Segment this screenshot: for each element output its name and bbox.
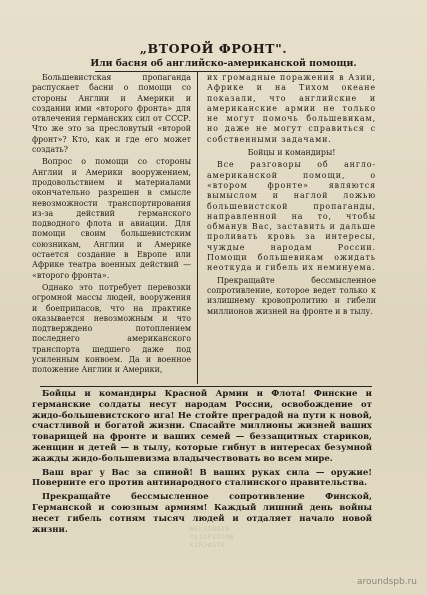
left-paragraph-1: Большевистская пропаганда распускает басни о помощи со стороны Англии и Америки и создании ими «второго фронта» для отвлечения германских сил от СССР. Что же это за пресловутый «второй фронт»? Кто, как и где его может создать? [32,73,191,155]
stamp-line-2: YLIOPISTON [190,533,235,541]
appeal-block [32,389,372,538]
stamp-line-1: HELSINGIN [190,525,230,533]
left-column [32,73,191,378]
appeal-paragraph-1: Бойцы и командиры Красной Армии и Флота! Финские и германские солдаты несут народам России, освобождение от жидо-большевистского ига! Не стойте преградой на пути к новой, счастливой и богатой жизни. Спасайте миллионы жизней ваших товарищей на фронте и ваших семей — беззащитных стариков, женщин и детей — в тылу, которые гибнут в интересах безумной жажды жидо-большевизма владычествовать во всем мире. [32,389,372,464]
right-heading: Бойцы и командиры! [247,148,336,158]
leaflet-title: „ВТОРОЙ ФРОНТ". [139,41,288,56]
right-column [207,73,376,319]
appeal-paragraph-2: Ваш враг у Вас за спиной! В ваших руках сила — оружие! Поверните его против антинародного сталинского правительства. [32,467,372,489]
middle-divider [40,386,372,387]
top-divider [95,71,333,72]
appeal-paragraph-3: Прекращайте бессмысленное сопротивление Финской, Германской и союзным армиям! Каждый лишний день войны несет гибель сотням тысяч людей и отдаляет начало новой жизни. [32,492,372,535]
column-divider [197,72,198,384]
stamp-line-3: KIRJASTO [190,541,226,549]
right-paragraph-3: Прекращайте бессмысленное сопротивление, которое ведет только к излишнему кровопролитию и гибели миллионов жизней на фронте и в тылу. [207,275,376,316]
library-stamp [190,525,270,549]
right-paragraph-2: Все разговоры об англо-американской помощи, о «втором фронте» являются вымыслом и наглой ложью большевистской пропаганды, направленной на то, чтобы обманув Вас, заставить и дальше проливать кровь за интересы, чуждые народам России. Помощи большевикам ожидать неоткуда и гибель их неминуема. [207,160,376,273]
leaflet-subtitle: Или басня об английско-американской помощи. [90,58,357,69]
left-paragraph-2: Вопрос о помощи со стороны Англии и Америки вооружением, продовольствием и материалами окончательно разрешен в смысле невозможности транспортирования из-за действий германского подводного флота и авиации. Для помощи своим большевистским союзникам, Англии и Америке остается создание в Европе или Африке театра военных действий — «второго фронта». [32,157,191,280]
left-paragraph-3: Однако это потребует перевозки огромной массы людей, вооружения и боеприпасов, что на практике оказывается невозможным и что подтверждено потоплением последнего американского транспорта шедшего даже под усиленным конвоем. Да и военное положение Англии и Америки, [32,282,191,375]
right-paragraph-1: их громадные поражения в Азии, Африке и на Тихом океане показали, что английские и американские армии не только не могут помочь большевикам, но даже не могут справиться с собственными задачами. [207,73,376,144]
site-watermark: aroundspb.ru [356,577,417,587]
